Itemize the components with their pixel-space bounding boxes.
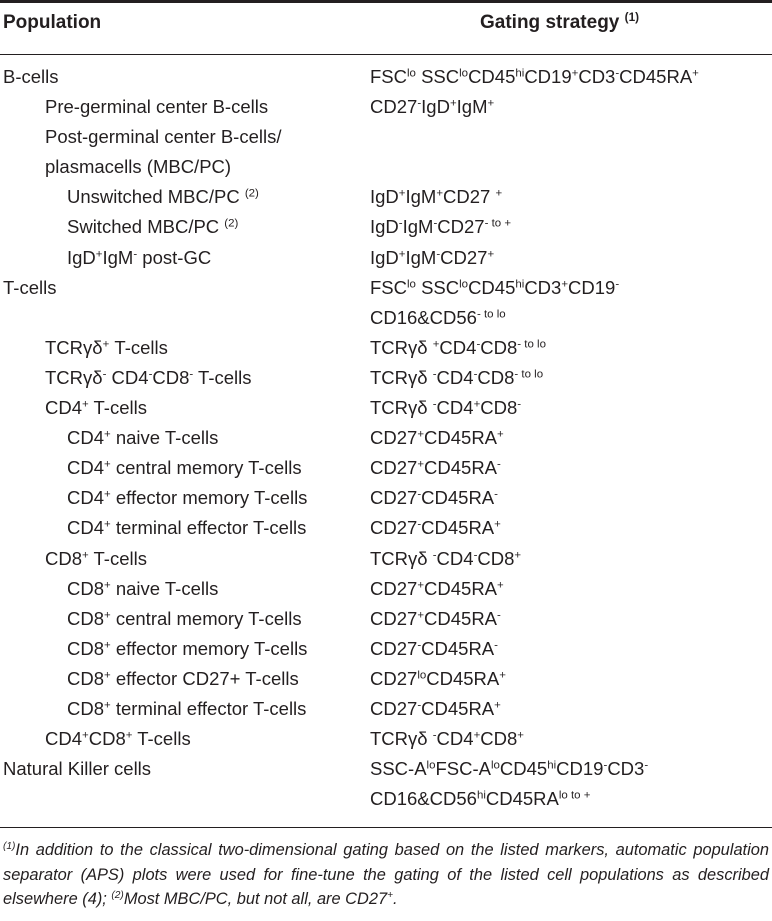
table-row bbox=[0, 788, 772, 818]
population-text: TCRγδ bbox=[45, 336, 103, 358]
gating-superscript: - to + bbox=[484, 217, 512, 230]
population-superscript: + bbox=[104, 458, 111, 471]
gating-text: IgM bbox=[405, 186, 437, 208]
table-row bbox=[0, 367, 772, 397]
gating-superscript: + bbox=[494, 699, 501, 712]
population-text: CD8 bbox=[45, 547, 83, 569]
gating-cell bbox=[370, 186, 502, 208]
gating-cell bbox=[370, 247, 494, 269]
population-text: Switched MBC/PC bbox=[67, 216, 225, 238]
gating-superscript: - to lo bbox=[514, 368, 544, 381]
table-row bbox=[0, 96, 772, 126]
gating-text: CD27 bbox=[370, 697, 418, 719]
gating-superscript: + bbox=[473, 729, 481, 742]
gating-text: CD45RA bbox=[421, 697, 495, 719]
header-gating-footnote-marker: (1) bbox=[624, 11, 640, 25]
population-text: central memory T-cells bbox=[110, 607, 302, 629]
gating-text: CD27 bbox=[437, 216, 485, 238]
population-text: CD4 bbox=[67, 457, 105, 479]
table-row bbox=[0, 578, 772, 608]
population-text: Pre-germinal center B-cells bbox=[45, 96, 269, 118]
population-text: CD8 bbox=[67, 607, 105, 629]
population-text: CD8 bbox=[67, 697, 105, 719]
gating-cell bbox=[370, 66, 699, 88]
gating-text: CD8 bbox=[477, 547, 515, 569]
gating-cell bbox=[370, 96, 494, 118]
gating-superscript: - bbox=[473, 368, 478, 381]
gating-text: IgM bbox=[456, 96, 488, 118]
footnote-superscript: (1) bbox=[3, 841, 16, 853]
gating-superscript: - bbox=[517, 398, 522, 411]
population-cell bbox=[3, 277, 56, 299]
header-gating-label: Gating strategy bbox=[480, 12, 620, 33]
gating-cell bbox=[370, 307, 506, 329]
gating-superscript: + bbox=[398, 247, 406, 260]
gating-superscript: + bbox=[417, 609, 425, 622]
gating-text: CD27 bbox=[370, 96, 418, 118]
population-text: plasmacells (MBC/PC) bbox=[45, 156, 232, 178]
table-row bbox=[0, 427, 772, 457]
gating-superscript: - bbox=[417, 699, 422, 712]
gating-text: CD27 bbox=[370, 517, 418, 539]
population-text: B-cells bbox=[3, 66, 59, 87]
gating-superscript: + bbox=[494, 518, 501, 531]
gating-text: TCRγδ bbox=[370, 336, 433, 358]
gating-superscript: - bbox=[398, 217, 403, 230]
gating-text: CD19 bbox=[568, 276, 616, 298]
population-superscript: + bbox=[82, 398, 89, 411]
table-row bbox=[0, 247, 772, 277]
population-cell bbox=[45, 728, 191, 750]
gating-text: CD45RA bbox=[424, 607, 498, 629]
gating-cell bbox=[370, 457, 501, 479]
gating-superscript: + bbox=[417, 428, 425, 441]
population-superscript: + bbox=[102, 338, 110, 351]
population-superscript: + bbox=[104, 518, 111, 531]
population-text: CD4 bbox=[67, 427, 105, 449]
table-row bbox=[0, 487, 772, 517]
gating-text: IgD bbox=[421, 96, 450, 118]
gating-text: CD8 bbox=[477, 366, 515, 388]
table-row bbox=[0, 307, 772, 337]
gating-superscript: - bbox=[497, 609, 501, 622]
gating-superscript: - bbox=[432, 729, 437, 742]
population-superscript: + bbox=[104, 639, 111, 652]
population-superscript: (2) bbox=[224, 217, 239, 230]
population-superscript: - bbox=[148, 368, 153, 381]
gating-text: CD27 bbox=[370, 637, 418, 659]
population-text: naive T-cells bbox=[110, 427, 219, 449]
gating-superscript: + bbox=[417, 578, 425, 591]
gating-text: CD16&CD56 bbox=[370, 306, 477, 328]
gating-text: CD8 bbox=[480, 728, 518, 750]
gating-text: TCRγδ bbox=[370, 547, 433, 569]
population-cell bbox=[67, 638, 307, 660]
gating-superscript: + bbox=[692, 67, 699, 80]
gating-text: CD4 bbox=[436, 547, 474, 569]
gating-superscript: - bbox=[615, 278, 620, 291]
top-rule bbox=[0, 0, 772, 3]
gating-text: IgD bbox=[370, 246, 399, 268]
gating-superscript: hi bbox=[515, 278, 525, 291]
gating-text: CD45RA bbox=[421, 487, 495, 509]
gating-superscript: - bbox=[433, 217, 438, 230]
gating-cell bbox=[370, 638, 498, 660]
population-text: T-cells bbox=[88, 547, 147, 569]
gating-text: FSC bbox=[370, 276, 407, 298]
population-cell bbox=[67, 517, 306, 539]
population-text: T-cells bbox=[132, 728, 191, 750]
gating-superscript: - bbox=[603, 759, 608, 772]
gating-superscript: hi bbox=[547, 759, 557, 772]
population-text: T-cells bbox=[109, 336, 168, 358]
gating-text: CD16&CD56 bbox=[370, 788, 477, 810]
population-cell bbox=[67, 186, 259, 208]
footnote-superscript: + bbox=[387, 890, 394, 902]
gating-text: CD45RA bbox=[619, 66, 693, 87]
gating-cell bbox=[370, 487, 498, 509]
gating-superscript: + bbox=[487, 247, 495, 260]
gating-text: CD3 bbox=[578, 66, 616, 87]
gating-cell bbox=[370, 277, 619, 299]
population-text: naive T-cells bbox=[110, 577, 219, 599]
gating-text: CD27 bbox=[443, 186, 496, 208]
population-superscript: + bbox=[104, 578, 111, 591]
gating-text: IgD bbox=[370, 216, 399, 238]
gating-text: CD8 bbox=[480, 336, 518, 358]
gating-superscript: + bbox=[517, 729, 524, 742]
gating-text: CD19 bbox=[524, 66, 572, 87]
gating-superscript: hi bbox=[515, 67, 525, 80]
population-cell bbox=[67, 668, 299, 690]
table-row bbox=[0, 457, 772, 487]
population-cell bbox=[45, 337, 168, 359]
table-body bbox=[0, 66, 772, 818]
gating-superscript: - bbox=[644, 759, 649, 772]
population-cell bbox=[67, 487, 307, 509]
gating-superscript: - bbox=[432, 398, 437, 411]
population-cell bbox=[67, 247, 211, 269]
table-row bbox=[0, 186, 772, 216]
gating-superscript: - bbox=[615, 67, 620, 80]
population-cell bbox=[67, 457, 302, 479]
gating-text: CD19 bbox=[556, 758, 604, 780]
gating-superscript: + bbox=[497, 428, 504, 441]
population-superscript: + bbox=[104, 669, 111, 682]
gating-superscript: - bbox=[417, 639, 422, 652]
gating-text: CD8 bbox=[480, 397, 518, 419]
population-text: CD4 bbox=[67, 517, 105, 539]
gating-cell bbox=[370, 728, 524, 750]
gating-superscript: - to lo bbox=[476, 308, 506, 321]
gating-text: CD4 bbox=[439, 336, 477, 358]
table-row bbox=[0, 728, 772, 758]
table-row bbox=[0, 66, 772, 96]
gating-text: CD45RA bbox=[426, 667, 500, 689]
population-superscript: + bbox=[95, 247, 103, 260]
gating-cell bbox=[370, 788, 590, 810]
gating-superscript: - to lo bbox=[517, 338, 546, 351]
gating-text: IgM bbox=[402, 216, 434, 238]
gating-superscript: lo bbox=[407, 67, 416, 80]
gating-text: IgD bbox=[370, 186, 399, 208]
population-text: Unswitched MBC/PC bbox=[67, 186, 245, 208]
gating-superscript: + bbox=[561, 278, 569, 291]
gating-cell bbox=[370, 578, 504, 600]
gating-text: TCRγδ bbox=[370, 397, 433, 419]
table-row bbox=[0, 156, 772, 186]
gating-superscript: + bbox=[436, 187, 444, 200]
table-row bbox=[0, 638, 772, 668]
gating-superscript: + bbox=[514, 548, 522, 561]
gating-text: FSC-A bbox=[435, 758, 491, 780]
gating-text: CD4 bbox=[436, 366, 474, 388]
gating-cell bbox=[370, 397, 521, 419]
population-text: CD8 bbox=[88, 728, 126, 750]
gating-superscript: hi bbox=[476, 789, 486, 802]
gating-superscript: - bbox=[494, 488, 498, 501]
population-cell bbox=[67, 216, 238, 238]
gating-text: CD45RA bbox=[424, 457, 498, 479]
gating-superscript: - bbox=[473, 548, 478, 561]
gating-cell bbox=[370, 517, 501, 539]
gating-cell bbox=[370, 758, 648, 780]
gating-text: CD45RA bbox=[485, 788, 559, 810]
table-row bbox=[0, 126, 772, 156]
gating-superscript: + bbox=[449, 97, 457, 110]
header-gating-strategy bbox=[480, 12, 639, 34]
gating-text: CD4 bbox=[436, 397, 474, 419]
gating-superscript: - bbox=[476, 338, 481, 351]
population-text: T-cells bbox=[3, 276, 57, 298]
gating-superscript: + bbox=[417, 458, 425, 471]
gating-text: CD27 bbox=[370, 487, 418, 509]
gating-superscript: + bbox=[432, 338, 440, 351]
gating-cell bbox=[370, 427, 504, 449]
gating-superscript: lo to + bbox=[558, 789, 591, 802]
gating-text: CD45RA bbox=[421, 637, 495, 659]
population-text: effector memory T-cells bbox=[110, 637, 308, 659]
gating-text: CD27 bbox=[370, 607, 418, 629]
table-row bbox=[0, 758, 772, 788]
population-superscript: + bbox=[82, 548, 89, 561]
population-cell bbox=[45, 96, 268, 118]
header-population bbox=[3, 12, 101, 34]
gating-text: TCRγδ bbox=[370, 366, 433, 388]
population-text: T-cells bbox=[193, 366, 252, 388]
table-row bbox=[0, 698, 772, 728]
table-row bbox=[0, 608, 772, 638]
population-cell bbox=[45, 126, 281, 148]
gating-text: TCRγδ bbox=[370, 728, 433, 750]
footnote-text: In addition to the classical two-dimensional gating based on the listed markers, automatic population separator (APS) plots were used for fine-tune the gating of the listed cell populations as described elsewhere (4); bbox=[3, 841, 769, 908]
gating-text: CD45RA bbox=[424, 577, 498, 599]
gating-cell bbox=[370, 367, 543, 389]
gating-text: CD45 bbox=[468, 276, 516, 298]
population-text: effector memory T-cells bbox=[110, 487, 308, 509]
gating-superscript: - bbox=[436, 247, 441, 260]
population-cell bbox=[67, 427, 218, 449]
table-row bbox=[0, 397, 772, 427]
table-row bbox=[0, 548, 772, 578]
population-text: CD8 bbox=[67, 577, 105, 599]
population-text: Natural Killer cells bbox=[3, 758, 152, 780]
header-population-label: Population bbox=[3, 12, 102, 33]
gating-text: CD4 bbox=[436, 728, 474, 750]
gating-text: FSC bbox=[370, 66, 407, 87]
gating-text: CD45 bbox=[468, 66, 516, 87]
population-text: central memory T-cells bbox=[110, 457, 302, 479]
gating-text: CD27 bbox=[440, 246, 488, 268]
gating-text: CD27 bbox=[370, 427, 418, 449]
gating-superscript: + bbox=[487, 97, 495, 110]
population-text: CD4 bbox=[106, 366, 149, 388]
population-text: CD8 bbox=[67, 637, 105, 659]
gating-text: CD3 bbox=[607, 758, 645, 780]
gating-superscript: - bbox=[417, 97, 422, 110]
population-cell bbox=[45, 548, 147, 570]
gating-superscript: - bbox=[497, 458, 501, 471]
gating-superscript: lo bbox=[490, 759, 500, 772]
population-text: IgD bbox=[67, 246, 96, 268]
gating-superscript: + bbox=[398, 187, 406, 200]
population-cell bbox=[45, 156, 231, 178]
footnote-text: . bbox=[393, 890, 398, 908]
gating-superscript: lo bbox=[407, 278, 416, 291]
gating-superscript: + bbox=[571, 67, 579, 80]
table-row bbox=[0, 668, 772, 698]
gating-cell bbox=[370, 548, 521, 570]
gating-superscript: + bbox=[499, 669, 506, 682]
gating-superscript: lo bbox=[426, 759, 436, 772]
gating-text: CD27 bbox=[370, 457, 418, 479]
gating-text: CD3 bbox=[524, 276, 562, 298]
table-row bbox=[0, 337, 772, 367]
population-superscript: - bbox=[102, 368, 107, 381]
population-text: TCRγδ bbox=[45, 366, 103, 388]
gating-text: CD45RA bbox=[421, 517, 495, 539]
gating-superscript: lo bbox=[417, 669, 427, 682]
population-superscript: - bbox=[189, 368, 194, 381]
population-superscript: + bbox=[82, 729, 89, 742]
gating-superscript: - bbox=[417, 518, 422, 531]
population-text: CD8 bbox=[152, 366, 190, 388]
population-text: CD4 bbox=[45, 397, 83, 419]
gating-text: CD45RA bbox=[424, 427, 498, 449]
population-superscript: + bbox=[104, 488, 111, 501]
population-superscript: + bbox=[104, 428, 111, 441]
population-text: CD4 bbox=[45, 728, 83, 750]
population-cell bbox=[3, 758, 151, 780]
population-text: CD8 bbox=[67, 667, 105, 689]
bottom-rule bbox=[0, 827, 772, 828]
gating-superscript: + bbox=[495, 187, 503, 200]
gating-cell bbox=[370, 668, 506, 690]
gating-text: SSC bbox=[415, 66, 460, 87]
population-cell bbox=[45, 397, 147, 419]
population-cell bbox=[45, 367, 252, 389]
gating-superscript: - bbox=[417, 488, 422, 501]
gating-text: SSC-A bbox=[370, 758, 427, 780]
population-text: T-cells bbox=[88, 397, 147, 419]
population-superscript: - bbox=[133, 247, 138, 260]
population-superscript: (2) bbox=[244, 187, 259, 200]
footnote-text: Most MBC/PC, but not all, are CD27 bbox=[123, 890, 388, 908]
gating-cell bbox=[370, 216, 511, 238]
gating-text: SSC bbox=[415, 276, 460, 298]
gating-cell bbox=[370, 608, 501, 630]
population-superscript: + bbox=[104, 699, 111, 712]
population-text: Post-germinal center B-cells/ bbox=[45, 126, 282, 148]
gating-superscript: lo bbox=[459, 278, 469, 291]
population-cell bbox=[67, 578, 218, 600]
population-cell bbox=[3, 66, 59, 88]
gating-text: CD27 bbox=[370, 577, 418, 599]
population-text: terminal effector T-cells bbox=[110, 517, 307, 539]
population-cell bbox=[67, 608, 302, 630]
population-text: terminal effector T-cells bbox=[110, 697, 307, 719]
table-footnote bbox=[3, 838, 769, 912]
population-text: CD4 bbox=[67, 487, 105, 509]
gating-superscript: lo bbox=[459, 67, 469, 80]
table-row bbox=[0, 216, 772, 246]
population-superscript: + bbox=[125, 729, 133, 742]
population-text: IgM bbox=[102, 246, 134, 268]
gating-text: CD27 bbox=[370, 667, 418, 689]
gating-superscript: - bbox=[432, 548, 437, 561]
population-superscript: + bbox=[104, 609, 111, 622]
gating-superscript: - bbox=[432, 368, 437, 381]
population-cell bbox=[67, 698, 306, 720]
table-row bbox=[0, 517, 772, 547]
gating-superscript: - bbox=[494, 639, 498, 652]
gating-text: CD45 bbox=[499, 758, 548, 780]
gating-cell bbox=[370, 337, 546, 359]
population-text: post-GC bbox=[137, 246, 212, 268]
population-text: effector CD27+ T-cells bbox=[110, 667, 299, 689]
gating-superscript: + bbox=[473, 398, 481, 411]
gating-superscript: + bbox=[497, 578, 504, 591]
table-row bbox=[0, 277, 772, 307]
footnote-superscript: (2) bbox=[111, 890, 124, 902]
gating-cell bbox=[370, 698, 501, 720]
gating-text: IgM bbox=[405, 246, 437, 268]
header-rule bbox=[0, 54, 772, 55]
